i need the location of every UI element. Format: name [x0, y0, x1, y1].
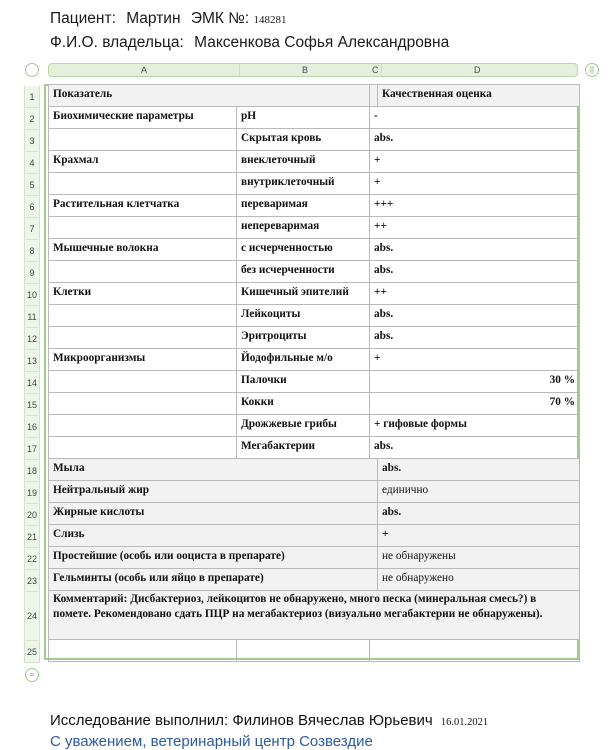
table-cell[interactable]: abs.	[370, 129, 580, 151]
row-number[interactable]: 1	[24, 86, 40, 108]
table-cell[interactable]: Кишечный эпителий	[237, 283, 370, 305]
column-b-label[interactable]: B	[302, 65, 309, 75]
table-row	[49, 503, 580, 525]
table-cell[interactable]: Нейтральный жир	[49, 481, 378, 503]
column-a-label[interactable]: A	[141, 65, 148, 75]
table-row	[49, 173, 580, 195]
table-row	[49, 481, 580, 503]
row-number[interactable]: 25	[24, 641, 40, 663]
table-row	[49, 437, 580, 459]
table-row	[49, 547, 580, 569]
patient-name: Мартин	[126, 10, 181, 27]
table-cell[interactable]: Биохимические параметры	[49, 107, 237, 129]
table-cell[interactable]: Мегабактерии	[237, 437, 370, 459]
table-cell[interactable]: Клетки	[49, 283, 237, 305]
table-cell[interactable]: Жирные кислоты	[49, 503, 378, 525]
emk-number: 148281	[253, 14, 287, 26]
table-row	[49, 283, 580, 305]
table-row	[49, 129, 580, 151]
table-row	[49, 371, 580, 393]
row-number[interactable]: 11	[24, 306, 40, 328]
table-cell[interactable]: Мыла	[49, 459, 378, 481]
table-cell[interactable]	[370, 85, 378, 107]
table-cell[interactable]: abs.	[370, 261, 580, 283]
performer-name: Филинов Вячеслав Юрьевич	[232, 712, 433, 729]
table-cell[interactable]	[49, 437, 237, 459]
owner-label: Ф.И.О. владельца:	[50, 34, 184, 51]
table-cell[interactable]: не обнаружено	[378, 569, 580, 591]
comment-cell[interactable]: Комментарий: Дисбактериоз, лейкоцитов не обнаружено, много песка (минеральная смесь?) в помете. Рекомендовано сдать ПЦР на мегабактериоз (визуально мегабактерии не обнаружены).	[49, 591, 580, 640]
row-divider	[24, 662, 40, 663]
row-number[interactable]: 5	[24, 174, 40, 196]
row-number[interactable]: 23	[24, 570, 40, 592]
row-number[interactable]: 24	[24, 592, 40, 641]
row-number[interactable]: 20	[24, 504, 40, 526]
table-cell[interactable]: +	[370, 173, 580, 195]
table-cell[interactable]: Лейкоциты	[237, 305, 370, 327]
table-cell[interactable]	[49, 217, 237, 239]
row-number[interactable]: 7	[24, 218, 40, 240]
row-number[interactable]: 13	[24, 350, 40, 372]
pause-icon[interactable]: ||	[585, 63, 599, 77]
table-cell[interactable]: +	[378, 525, 580, 547]
table-row	[49, 305, 580, 327]
table-cell[interactable]: Мышечные волокна	[49, 239, 237, 261]
table-cell[interactable]: Эритроциты	[237, 327, 370, 349]
table-cell[interactable]: abs.	[378, 459, 580, 481]
table-cell[interactable]: Крахмал	[49, 151, 237, 173]
regards-line: С уважением, ветеринарный центр Созвездие	[50, 733, 373, 750]
table-cell[interactable]: +	[370, 151, 580, 173]
table-cell[interactable]: с исчерченностью	[237, 239, 370, 261]
patient-label: Пациент:	[50, 10, 116, 27]
emk-label: ЭМК №:	[190, 10, 250, 27]
table-row	[49, 217, 580, 239]
owner-name: Максенкова Софья Александровна	[194, 34, 450, 51]
table-row	[49, 327, 580, 349]
row-number[interactable]: 3	[24, 130, 40, 152]
table-cell[interactable]: +	[370, 349, 580, 371]
table-cell[interactable]: abs.	[370, 305, 580, 327]
table-cell[interactable]: непереваримая	[237, 217, 370, 239]
column-header-bar[interactable]	[48, 63, 578, 77]
table-cell[interactable]	[237, 640, 370, 662]
table-cell[interactable]: abs.	[378, 503, 580, 525]
row-number[interactable]: 21	[24, 526, 40, 548]
row-number[interactable]: 16	[24, 416, 40, 438]
table-row	[49, 239, 580, 261]
table-cell[interactable]: Гельминты (особь или яйцо в препарате)	[49, 569, 378, 591]
table-cell[interactable]: ++	[370, 283, 580, 305]
table-row	[49, 569, 580, 591]
table-cell[interactable]: Микроорганизмы	[49, 349, 237, 371]
row-number[interactable]: 2	[24, 108, 40, 130]
table-cell[interactable]	[49, 261, 237, 283]
table-cell[interactable]: -	[370, 107, 580, 129]
row-number[interactable]: 4	[24, 152, 40, 174]
table-cell[interactable]: + гифовые формы	[370, 415, 580, 437]
row-number[interactable]: 22	[24, 548, 40, 570]
table-row	[49, 261, 580, 283]
table-cell[interactable]: внутриклеточный	[237, 173, 370, 195]
table-cell[interactable]	[49, 393, 237, 415]
table-cell[interactable]: abs.	[370, 327, 580, 349]
table-row	[49, 591, 580, 640]
row-number[interactable]: 9	[24, 262, 40, 284]
row-number[interactable]: 14	[24, 372, 40, 394]
row-number[interactable]: 18	[24, 460, 40, 482]
row-number[interactable]: 10	[24, 284, 40, 306]
table-cell[interactable]: Простейшие (особь или ооциста в препарате)	[49, 547, 378, 569]
table-row	[49, 459, 580, 481]
table-cell[interactable]: Слизь	[49, 525, 378, 547]
table-row	[49, 640, 580, 662]
table-cell[interactable]: +++	[370, 195, 580, 217]
row-number[interactable]: 8	[24, 240, 40, 262]
table-cell[interactable]	[49, 640, 237, 662]
table-row	[49, 151, 580, 173]
table-cell[interactable]: единично	[378, 481, 580, 503]
performed-line	[50, 712, 488, 729]
table-cell[interactable]	[370, 640, 580, 662]
table-row	[49, 195, 580, 217]
table-cell[interactable]: Показатель	[49, 85, 370, 107]
table-cell[interactable]: переваримая	[237, 195, 370, 217]
table-cell[interactable]: без исчерченности	[237, 261, 370, 283]
select-all-circle-icon[interactable]	[25, 63, 39, 77]
table-cell[interactable]: Палочки	[237, 371, 370, 393]
results-table[interactable]	[48, 84, 580, 662]
table-row	[49, 415, 580, 437]
row-number[interactable]: 17	[24, 438, 40, 460]
performed-label: Исследование выполнил:	[50, 712, 229, 729]
table-cell[interactable]: Дрожжевые грибы	[237, 415, 370, 437]
table-cell[interactable]: pH	[237, 107, 370, 129]
row-number[interactable]: 15	[24, 394, 40, 416]
table-cell[interactable]	[49, 129, 237, 151]
table-cell[interactable]: abs.	[370, 239, 580, 261]
column-c-label[interactable]: C	[372, 65, 379, 75]
table-cell[interactable]: внеклеточный	[237, 151, 370, 173]
row-number[interactable]: 6	[24, 196, 40, 218]
owner-line	[50, 34, 449, 52]
table-cell[interactable]: Качественная оценка	[378, 85, 580, 107]
table-row	[49, 349, 580, 371]
table-cell[interactable]: ++	[370, 217, 580, 239]
row-number[interactable]: 19	[24, 482, 40, 504]
table-row	[49, 107, 580, 129]
exam-date: 16.01.2021	[440, 717, 489, 728]
table-cell[interactable]: Растительная клетчатка	[49, 195, 237, 217]
table-cell[interactable]	[49, 371, 237, 393]
table-cell[interactable]	[49, 173, 237, 195]
table-cell[interactable]: не обнаружены	[378, 547, 580, 569]
table-row	[49, 393, 580, 415]
table-cell[interactable]	[49, 305, 237, 327]
patient-line	[50, 10, 286, 28]
table-cell[interactable]: Кокки	[237, 393, 370, 415]
table-cell[interactable]: Скрытая кровь	[237, 129, 370, 151]
row-number[interactable]: 12	[24, 328, 40, 350]
table-cell[interactable]	[49, 327, 237, 349]
table-row	[49, 525, 580, 547]
add-row-icon[interactable]: =	[25, 668, 39, 682]
table-cell[interactable]	[49, 415, 237, 437]
table-cell[interactable]: 70 %	[370, 393, 580, 415]
table-cell[interactable]: abs.	[370, 437, 580, 459]
table-row	[49, 85, 580, 107]
table-cell[interactable]: 30 %	[370, 371, 580, 393]
column-d-label[interactable]: D	[474, 65, 481, 75]
table-cell[interactable]: Йодофильные м/о	[237, 349, 370, 371]
